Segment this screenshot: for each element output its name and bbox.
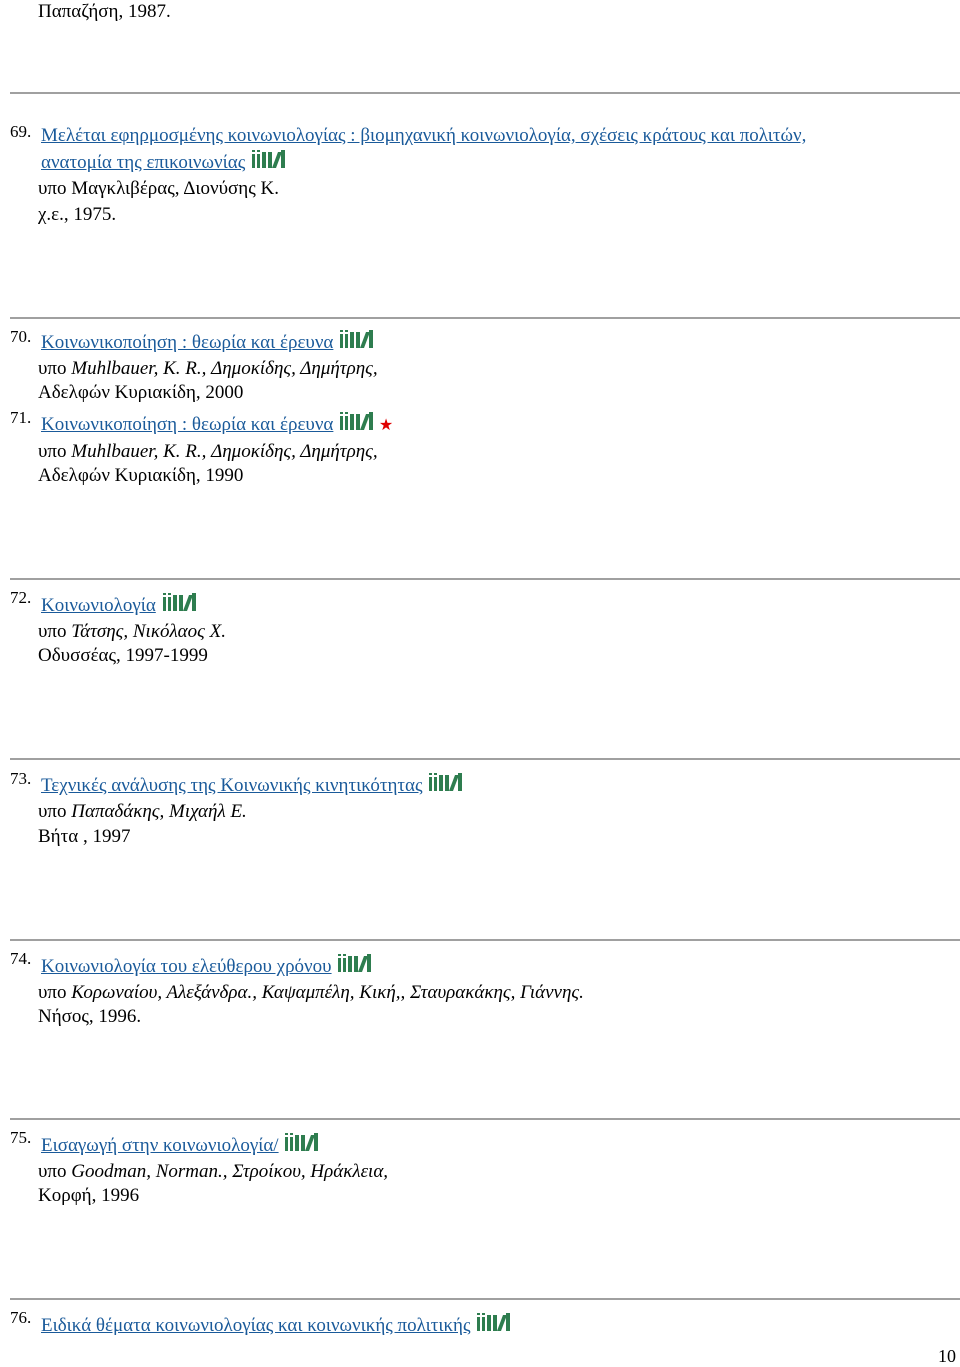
- entry-number: 73.: [10, 769, 32, 788]
- entry-authors: υπο Goodman, Norman., Στροίκου, Ηράκλεια,: [38, 1161, 389, 1182]
- entry-number: 70.: [10, 327, 32, 346]
- entry-authors: υπο Κορωναίου, Αλεξάνδρα., Καψαμπέλη, Κική,, Σταυρακάκης, Γιάννης.: [38, 982, 584, 1003]
- entry-publisher: χ.ε., 1975.: [38, 204, 117, 225]
- entry-title-link[interactable]: Κοινωνικοποίηση : θεωρία και έρευνα: [41, 332, 334, 353]
- entry-publisher: Κορφή, 1996: [38, 1185, 140, 1206]
- entry-title-link[interactable]: Μελέται εφηρμοσμένης κοινωνιολογίας : βιομηχανική κοινωνιολογία, σχέσεις κράτους και πολιτών,: [41, 125, 807, 146]
- library-logo-icon[interactable]: [429, 771, 463, 800]
- entry-number: 76.: [10, 1308, 32, 1327]
- entry-publisher: Νήσος, 1996.: [38, 1006, 142, 1027]
- page-number: 10: [938, 1346, 956, 1366]
- entry-title-link[interactable]: Κοινωνιολογία: [41, 595, 156, 616]
- library-logo-icon[interactable]: [340, 410, 374, 439]
- entry-authors: υπο Muhlbauer, K. R., Δημοκίδης, Δημήτρης,: [38, 441, 378, 462]
- entry-authors: υπο Muhlbauer, K. R., Δημοκίδης, Δημήτρης,: [38, 358, 378, 379]
- separator: [10, 92, 960, 94]
- entry-title: [41, 1311, 511, 1340]
- entry-title: [41, 771, 463, 800]
- entry-number: 75.: [10, 1128, 32, 1147]
- separator: [10, 939, 960, 941]
- entry-number: 72.: [10, 588, 32, 607]
- entry-title-link[interactable]: Τεχνικές ανάλυσης της Κοινωνικής κινητικότητας: [41, 775, 423, 796]
- library-logo-icon[interactable]: [285, 1131, 319, 1160]
- separator: [10, 1118, 960, 1120]
- library-logo-icon[interactable]: [163, 591, 197, 620]
- entry-title: [41, 591, 197, 620]
- entry-publisher: Αδελφών Κυριακίδη, 1990: [38, 465, 244, 486]
- entry-publisher: Αδελφών Κυριακίδη, 2000: [38, 382, 244, 403]
- library-logo-icon[interactable]: [340, 328, 374, 357]
- entry-number: 69.: [10, 122, 32, 141]
- separator: [10, 317, 960, 319]
- library-logo-icon[interactable]: [477, 1311, 511, 1340]
- entry-title-link[interactable]: Κοινωνικοποίηση : θεωρία και έρευνα: [41, 414, 334, 435]
- star-icon: ★: [378, 417, 394, 434]
- entry-title-link[interactable]: Ειδικά θέματα κοινωνιολογίας και κοινωνικής πολιτικής: [41, 1315, 471, 1336]
- entry-title-line2: [41, 148, 286, 177]
- entry-title-link[interactable]: Εισαγωγή στην κοινωνιολογία/: [41, 1135, 279, 1156]
- separator: [10, 1298, 960, 1300]
- entry-title-link[interactable]: Κοινωνιολογία του ελεύθερου χρόνου: [41, 956, 332, 977]
- entry-authors: υπο Τάτσης, Νικόλαος Χ.: [38, 621, 226, 642]
- entry-authors: υπο Μαγκλιβέρας, Διονύσης Κ.: [38, 178, 279, 199]
- library-logo-icon[interactable]: [252, 148, 286, 177]
- entry-title: [41, 410, 393, 439]
- entry-title: [41, 952, 372, 981]
- entry-title: [41, 328, 374, 357]
- separator: [10, 578, 960, 580]
- entry-authors: υπο Παπαδάκης, Μιχαήλ Ε.: [38, 801, 247, 822]
- prev-entry-publisher: Παπαζήση, 1987.: [38, 1, 171, 22]
- entry-number: 74.: [10, 949, 32, 968]
- entry-publisher: Βήτα , 1997: [38, 826, 131, 847]
- entry-title: [41, 1131, 319, 1160]
- separator: [10, 758, 960, 760]
- entry-publisher: Οδυσσέας, 1997-1999: [38, 645, 208, 666]
- entry-title-line1: [41, 124, 806, 148]
- entry-number: 71.: [10, 408, 32, 427]
- entry-title-link[interactable]: ανατομία της επικοινωνίας: [41, 152, 246, 173]
- library-logo-icon[interactable]: [338, 952, 372, 981]
